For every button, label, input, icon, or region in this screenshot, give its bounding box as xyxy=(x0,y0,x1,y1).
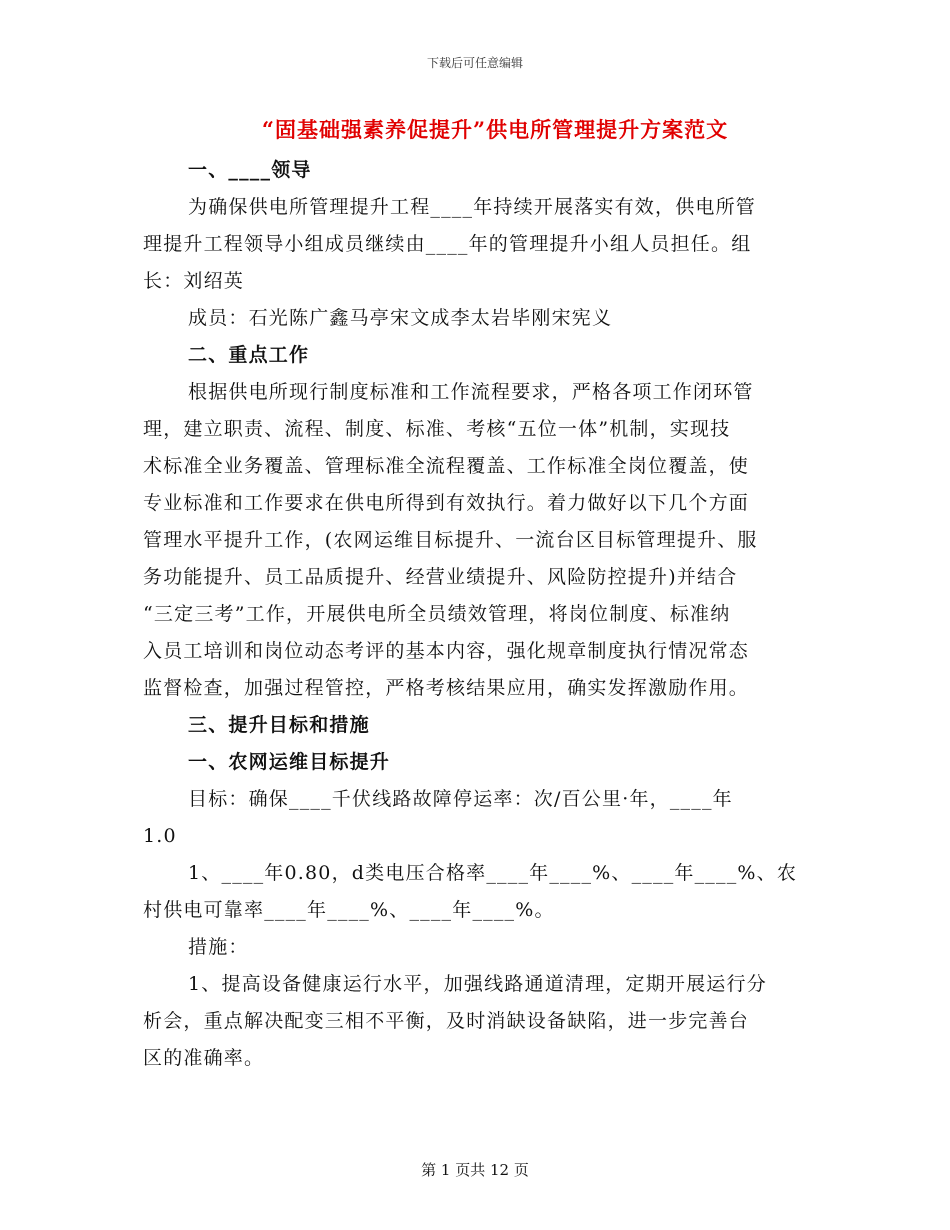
paragraph-line: 长：刘绍英 xyxy=(143,270,245,292)
section-heading: 二、重点工作 xyxy=(188,344,310,366)
header-note: 下载后可任意编辑 xyxy=(426,56,523,70)
paragraph-line: 专业标准和工作要求在供电所得到有效执行。着力做好以下几个方面 xyxy=(143,492,750,514)
document-body xyxy=(143,152,808,1077)
page-footer: 第 1 页共 12 页 xyxy=(421,1161,529,1179)
paragraph-line: 1.0 xyxy=(143,825,177,847)
paragraph-line: 村供电可靠率____年____%、____年____%。 xyxy=(143,899,555,921)
paragraph-line: 入员工培训和岗位动态考评的基本内容，强化规章制度执行情况常态 xyxy=(143,640,750,662)
paragraph-line: 术标准全业务覆盖、管理标准全流程覆盖、工作标准全岗位覆盖，使 xyxy=(143,455,750,477)
paragraph-line: 成员：石光陈广鑫马亭宋文成李太岩毕刚宋宪义 xyxy=(188,307,613,329)
paragraph-line: 目标：确保____千伏线路故障停运率：次/百公里·年，____年 xyxy=(188,788,733,810)
document-title: “固基础强素养促提升”供电所管理提升方案范文 xyxy=(261,117,729,142)
section-heading: 三、提升目标和措施 xyxy=(188,714,370,736)
paragraph-line: 析会，重点解决配变三相不平衡，及时消缺设备缺陷，进一步完善台 xyxy=(143,1010,750,1032)
paragraph-line: 区的准确率。 xyxy=(143,1047,265,1069)
paragraph-line: 为确保供电所管理提升工程____年持续开展落实有效，供电所管 xyxy=(188,196,757,218)
section-heading: 一、____领导 xyxy=(188,159,312,181)
paragraph-line: “三定三考”工作，开展供电所全员绩效管理，将岗位制度、标准纳 xyxy=(143,603,731,625)
paragraph-line: 务功能提升、员工品质提升、经营业绩提升、风险防控提升)并结合 xyxy=(143,566,738,588)
paragraph-line: 措施： xyxy=(188,936,249,958)
paragraph-line: 根据供电所现行制度标准和工作流程要求，严格各项工作闭环管 xyxy=(188,381,754,403)
paragraph-line: 管理水平提升工作，(农网运维目标提升、一流台区目标管理提升、服 xyxy=(143,529,758,551)
paragraph-line: 监督检查，加强过程管控，严格考核结果应用，确实发挥激励作用。 xyxy=(143,677,750,699)
paragraph-line: 理，建立职责、流程、制度、标准、考核“五位一体”机制，实现技 xyxy=(143,418,731,440)
paragraph-line: 1、____年0.80，d类电压合格率____年____%、____年____%、农 xyxy=(188,862,798,884)
paragraph-line: 理提升工程领导小组成员继续由____年的管理提升小组人员担任。组 xyxy=(143,233,752,255)
paragraph-line: 1、提高设备健康运行水平，加强线路通道清理，定期开展运行分 xyxy=(188,973,767,995)
section-heading: 一、农网运维目标提升 xyxy=(188,751,391,773)
